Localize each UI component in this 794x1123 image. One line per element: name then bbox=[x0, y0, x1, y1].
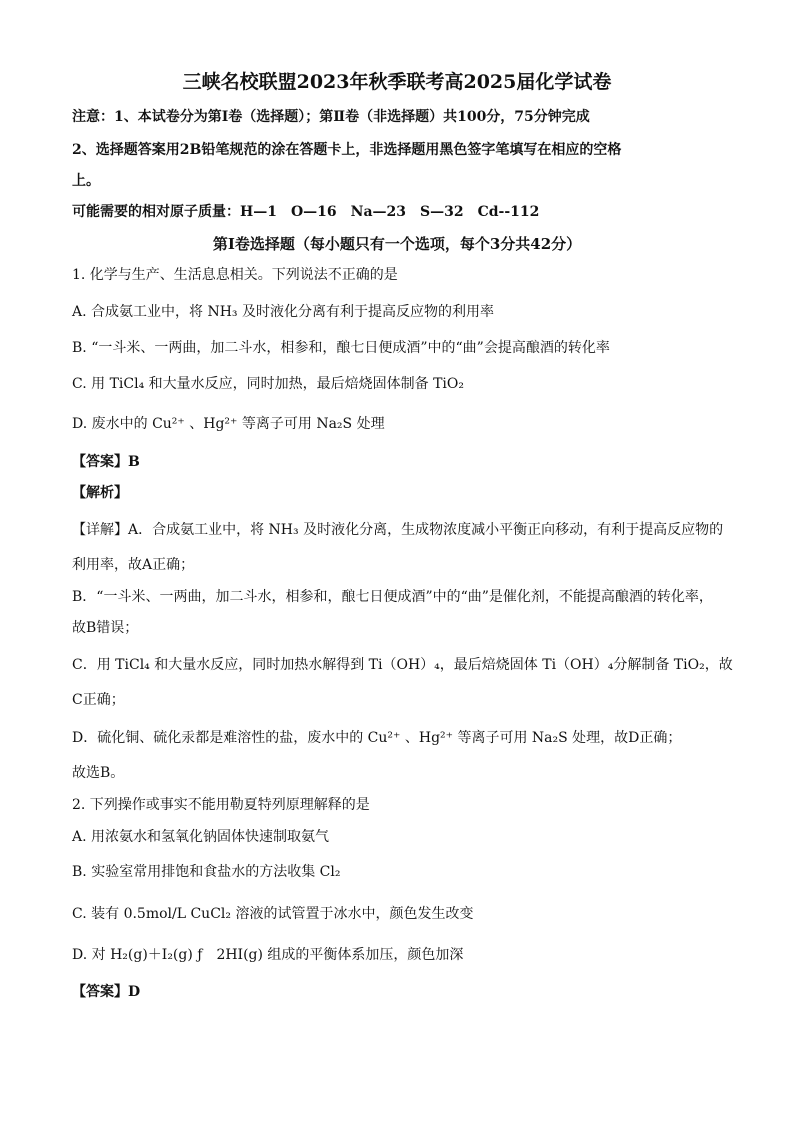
question-1-option-d: D. 废水中的 Cu²⁺ 、Hg²⁺ 等离子可用 Na₂S 处理 bbox=[72, 416, 385, 432]
question-2-option-d: D. 对 H₂(g)＋I₂(g) ƒ 2HI(g) 组成的平衡体系加压，颜色加深 bbox=[72, 947, 464, 963]
question-2-option-a: A. 用浓氨水和氢氧化钠固体快速制取氨气 bbox=[72, 829, 330, 845]
question-1-detail: 【详解】A．合成氨工业中，将 NH₃ 及时液化分离，生成物浓度减小平衡正向移动，有利于提高反应物的 bbox=[72, 522, 724, 538]
question-1-detail: C正确； bbox=[72, 692, 125, 708]
exam-note-3: 上。 bbox=[72, 173, 100, 189]
question-2-option-b: B. 实验室常用排饱和食盐水的方法收集 Cl₂ bbox=[72, 864, 341, 880]
section-heading: 第Ⅰ卷选择题（每小题只有一个选项，每个3分共42分） bbox=[212, 235, 582, 253]
question-1-detail: 故选B。 bbox=[72, 765, 125, 781]
question-1-detail: B．“一斗米、一两曲，加二斗水，相参和，酿七日便成酒”中的“曲”是催化剂，不能提高酿酒的转化率， bbox=[72, 589, 713, 605]
question-1-detail: D．硫化铜、硫化汞都是难溶性的盐，废水中的 Cu²⁺ 、Hg²⁺ 等离子可用 Na₂S 处理，故D正确； bbox=[72, 730, 682, 746]
question-2-stem: 2. 下列操作或事实不能用勒夏特列原理解释的是 bbox=[72, 797, 370, 813]
question-2-answer: 【答案】D bbox=[72, 984, 141, 1000]
question-2-option-c: C. 装有 0.5mol/L CuCl₂ 溶液的试管置于冰水中，颜色发生改变 bbox=[72, 906, 474, 922]
question-1-detail: C．用 TiCl₄ 和大量水反应，同时加热水解得到 Ti（OH）₄，最后焙烧固体 Ti（OH）₄分解制备 TiO₂，故 bbox=[72, 657, 733, 673]
question-1-option-a: A. 合成氨工业中，将 NH₃ 及时液化分离有利于提高反应物的利用率 bbox=[72, 304, 494, 320]
exam-note-2: 2、选择题答案用2B铅笔规范的涂在答题卡上，非选择题用黑色签字笔填写在相应的空格 bbox=[72, 142, 622, 158]
question-1-analysis-label: 【解析】 bbox=[72, 485, 128, 501]
question-1-option-b: B. “一斗米、一两曲，加二斗水，相参和，酿七日便成酒”中的“曲”会提高酿酒的转化率 bbox=[72, 340, 610, 356]
question-1-detail: 故B错误； bbox=[72, 620, 139, 636]
question-1-answer: 【答案】B bbox=[72, 454, 140, 470]
question-1-detail: 利用率，故A正确； bbox=[72, 557, 195, 573]
question-1-stem: 1. 化学与生产、生活息息相关。下列说法不正确的是 bbox=[72, 267, 398, 283]
question-1-option-c: C. 用 TiCl₄ 和大量水反应，同时加热，最后焙烧固体制备 TiO₂ bbox=[72, 376, 464, 392]
atomic-mass-note: 可能需要的相对原子质量：H—1 O—16 Na—23 S—32 Cd--112 bbox=[72, 204, 540, 220]
exam-note-1: 注意：1、本试卷分为第Ⅰ卷（选择题）；第Ⅱ卷（非选择题）共100分，75分钟完成 bbox=[72, 109, 590, 125]
page-title: 三峡名校联盟2023年秋季联考高2025届化学试卷 bbox=[182, 71, 612, 93]
